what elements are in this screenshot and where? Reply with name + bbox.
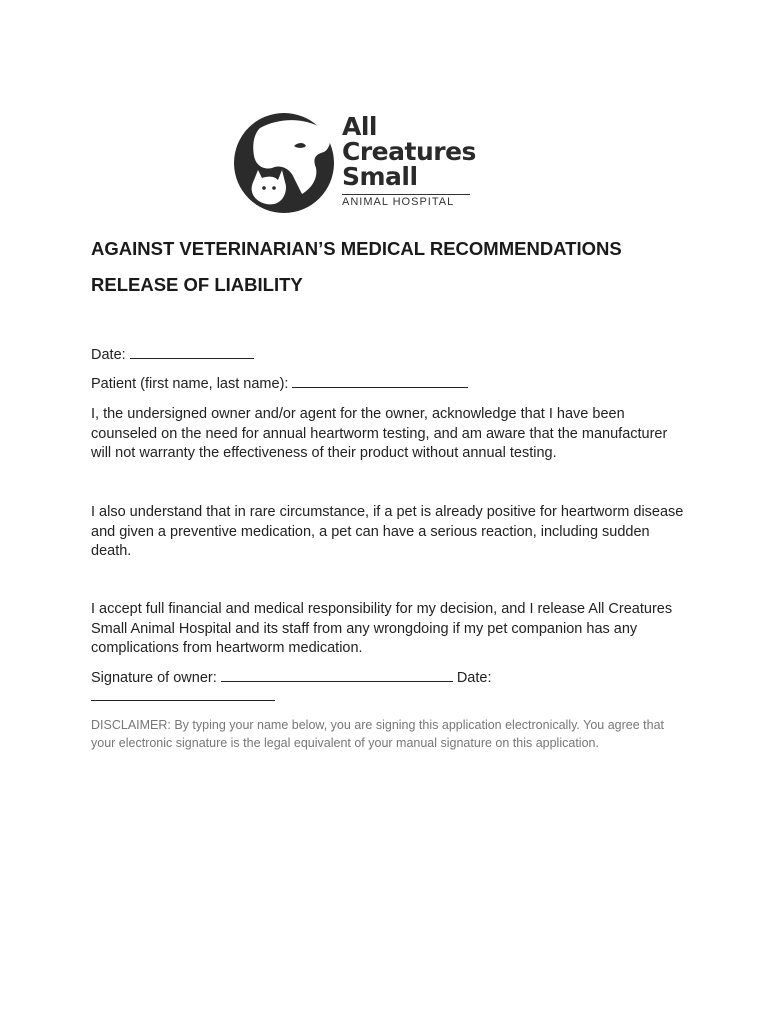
paragraph-risk: I also understand that in rare circumstance, if a pet is already positive for heartworm disease and given a preventive medication, a pet can have a serious reaction, including sudden death. xyxy=(91,504,684,559)
signature-blank[interactable] xyxy=(221,669,453,682)
disclaimer-text: DISCLAIMER: By typing your name below, you are signing this application electronically. You agree that your electronic signature is the legal equivalent of your manual signature on this application. xyxy=(91,718,665,750)
signature-date-label: Date: xyxy=(456,670,492,686)
patient-field xyxy=(91,375,468,392)
logo-wordmark xyxy=(342,114,476,189)
date-blank[interactable] xyxy=(130,346,254,359)
paragraph-acknowledgement: I, the undersigned owner and/or agent for the owner, acknowledge that I have been counseled on the need for annual heartworm testing, and am aware that the manufacturer will not warranty the effectiveness of their product without annual testing. xyxy=(91,406,668,461)
date-label: Date: xyxy=(91,347,126,363)
date-field xyxy=(91,346,254,363)
patient-label: Patient (first name, last name): xyxy=(91,376,289,392)
signature-label: Signature of owner: xyxy=(91,670,217,686)
signature-field xyxy=(91,669,491,686)
document-subtitle: RELEASE OF LIABILITY xyxy=(91,274,303,295)
document-title: AGAINST VETERINARIAN’S MEDICAL RECOMMENDATIONS xyxy=(91,238,622,259)
animal-silhouette-icon xyxy=(232,108,340,218)
logo-line-2: Creatures xyxy=(342,137,476,166)
logo-line-3: Small xyxy=(342,162,418,191)
paragraph-responsibility: I accept full financial and medical responsibility for my decision, and I release All Creatures Small Animal Hospital and its staff from any wrongdoing if my pet companion has any complications from heartworm medication. xyxy=(91,601,673,656)
logo-subtitle: ANIMAL HOSPITAL xyxy=(342,194,470,208)
signature-date-blank[interactable] xyxy=(91,700,275,701)
patient-blank[interactable] xyxy=(292,375,468,388)
hospital-logo xyxy=(232,108,477,218)
logo-line-1: All xyxy=(342,112,377,141)
